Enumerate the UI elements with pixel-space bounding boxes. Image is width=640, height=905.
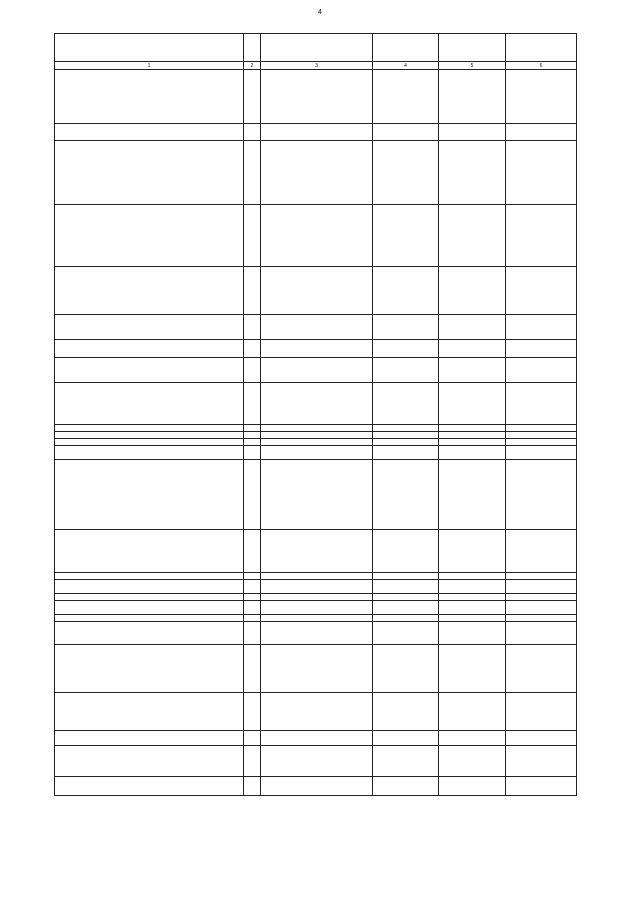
header-income-code xyxy=(261,34,373,62)
table-row xyxy=(55,446,577,460)
approved-amount-cell xyxy=(373,746,439,777)
executed-amount-cell xyxy=(439,530,506,573)
unexecuted-amount-cell xyxy=(506,622,577,645)
executed-amount-cell xyxy=(439,446,506,460)
executed-amount-cell xyxy=(439,645,506,693)
table-row xyxy=(55,358,577,383)
income-code-cell xyxy=(261,70,373,124)
indicator-name-cell xyxy=(55,439,244,446)
unexecuted-amount-cell xyxy=(506,645,577,693)
table-row xyxy=(55,124,577,141)
approved-amount-cell xyxy=(373,267,439,315)
column-number: 1 xyxy=(55,62,244,70)
executed-amount-cell xyxy=(439,601,506,615)
column-number: 3 xyxy=(261,62,373,70)
line-code-cell xyxy=(244,205,261,267)
unexecuted-amount-cell xyxy=(506,432,577,439)
executed-amount-cell xyxy=(439,731,506,746)
executed-amount-cell xyxy=(439,70,506,124)
line-code-cell xyxy=(244,622,261,645)
unexecuted-amount-cell xyxy=(506,70,577,124)
line-code-cell xyxy=(244,594,261,601)
approved-amount-cell xyxy=(373,622,439,645)
line-code-cell xyxy=(244,358,261,383)
income-code-cell xyxy=(261,315,373,340)
unexecuted-amount-cell xyxy=(506,358,577,383)
approved-amount-cell xyxy=(373,70,439,124)
income-code-cell xyxy=(261,432,373,439)
unexecuted-amount-cell xyxy=(506,580,577,594)
line-code-cell xyxy=(244,645,261,693)
unexecuted-amount-cell xyxy=(506,530,577,573)
income-code-cell xyxy=(261,267,373,315)
unexecuted-amount-cell xyxy=(506,425,577,432)
income-code-cell xyxy=(261,746,373,777)
indicator-name-cell xyxy=(55,580,244,594)
approved-amount-cell xyxy=(373,530,439,573)
executed-amount-cell xyxy=(439,425,506,432)
income-code-cell xyxy=(261,601,373,615)
income-code-cell xyxy=(261,777,373,796)
indicator-name-cell xyxy=(55,573,244,580)
indicator-name-cell xyxy=(55,358,244,383)
income-code-cell xyxy=(261,693,373,731)
income-code-cell xyxy=(261,205,373,267)
income-code-cell xyxy=(261,141,373,205)
approved-amount-cell xyxy=(373,777,439,796)
executed-amount-cell xyxy=(439,124,506,141)
table-row xyxy=(55,340,577,358)
line-code-cell xyxy=(244,267,261,315)
approved-amount-cell xyxy=(373,124,439,141)
approved-amount-cell xyxy=(373,601,439,615)
approved-amount-cell xyxy=(373,594,439,601)
indicator-name-cell xyxy=(55,432,244,439)
income-code-cell xyxy=(261,425,373,432)
line-code-cell xyxy=(244,573,261,580)
column-number: 5 xyxy=(439,62,506,70)
header-approved-amount xyxy=(373,34,439,62)
line-code-cell xyxy=(244,383,261,425)
indicator-name-cell xyxy=(55,205,244,267)
line-code-cell xyxy=(244,425,261,432)
table-row xyxy=(55,615,577,622)
unexecuted-amount-cell xyxy=(506,141,577,205)
table-row xyxy=(55,530,577,573)
unexecuted-amount-cell xyxy=(506,573,577,580)
line-code-cell xyxy=(244,777,261,796)
indicator-name-cell xyxy=(55,383,244,425)
column-number: 6 xyxy=(506,62,577,70)
line-code-cell xyxy=(244,746,261,777)
executed-amount-cell xyxy=(439,315,506,340)
unexecuted-amount-cell xyxy=(506,124,577,141)
unexecuted-amount-cell xyxy=(506,267,577,315)
indicator-name-cell xyxy=(55,446,244,460)
income-code-cell xyxy=(261,731,373,746)
header-executed-amount xyxy=(439,34,506,62)
approved-amount-cell xyxy=(373,439,439,446)
income-code-cell xyxy=(261,530,373,573)
approved-amount-cell xyxy=(373,340,439,358)
column-number-row xyxy=(55,62,577,70)
executed-amount-cell xyxy=(439,746,506,777)
table-row xyxy=(55,315,577,340)
executed-amount-cell xyxy=(439,358,506,383)
indicator-name-cell xyxy=(55,141,244,205)
executed-amount-cell xyxy=(439,693,506,731)
income-code-cell xyxy=(261,124,373,141)
executed-amount-cell xyxy=(439,141,506,205)
unexecuted-amount-cell xyxy=(506,460,577,530)
approved-amount-cell xyxy=(373,693,439,731)
income-code-cell xyxy=(261,594,373,601)
executed-amount-cell xyxy=(439,580,506,594)
indicator-name-cell xyxy=(55,601,244,615)
unexecuted-amount-cell xyxy=(506,777,577,796)
indicator-name-cell xyxy=(55,777,244,796)
indicator-name-cell xyxy=(55,460,244,530)
approved-amount-cell xyxy=(373,580,439,594)
unexecuted-amount-cell xyxy=(506,746,577,777)
line-code-cell xyxy=(244,731,261,746)
unexecuted-amount-cell xyxy=(506,439,577,446)
indicator-name-cell xyxy=(55,594,244,601)
line-code-cell xyxy=(244,315,261,340)
line-code-cell xyxy=(244,530,261,573)
table-row xyxy=(55,645,577,693)
indicator-name-cell xyxy=(55,124,244,141)
header-unexecuted-amount xyxy=(506,34,577,62)
line-code-cell xyxy=(244,432,261,439)
unexecuted-amount-cell xyxy=(506,615,577,622)
line-code-cell xyxy=(244,70,261,124)
unexecuted-amount-cell xyxy=(506,340,577,358)
line-code-cell xyxy=(244,446,261,460)
table-row xyxy=(55,580,577,594)
income-code-cell xyxy=(261,460,373,530)
income-code-cell xyxy=(261,340,373,358)
approved-amount-cell xyxy=(373,573,439,580)
indicator-name-cell xyxy=(55,746,244,777)
income-code-cell xyxy=(261,358,373,383)
approved-amount-cell xyxy=(373,731,439,746)
indicator-name-cell xyxy=(55,425,244,432)
indicator-name-cell xyxy=(55,70,244,124)
unexecuted-amount-cell xyxy=(506,315,577,340)
unexecuted-amount-cell xyxy=(506,446,577,460)
line-code-cell xyxy=(244,601,261,615)
table-row xyxy=(55,731,577,746)
indicator-name-cell xyxy=(55,340,244,358)
unexecuted-amount-cell xyxy=(506,594,577,601)
executed-amount-cell xyxy=(439,615,506,622)
approved-amount-cell xyxy=(373,425,439,432)
executed-amount-cell xyxy=(439,594,506,601)
line-code-cell xyxy=(244,460,261,530)
header-indicator-name xyxy=(55,34,244,62)
unexecuted-amount-cell xyxy=(506,693,577,731)
executed-amount-cell xyxy=(439,439,506,446)
executed-amount-cell xyxy=(439,622,506,645)
line-code-cell xyxy=(244,141,261,205)
approved-amount-cell xyxy=(373,432,439,439)
table-row xyxy=(55,425,577,432)
table-row xyxy=(55,267,577,315)
income-code-cell xyxy=(261,615,373,622)
table-row xyxy=(55,601,577,615)
indicator-name-cell xyxy=(55,693,244,731)
executed-amount-cell xyxy=(439,267,506,315)
income-code-cell xyxy=(261,573,373,580)
income-code-cell xyxy=(261,383,373,425)
line-code-cell xyxy=(244,615,261,622)
approved-amount-cell xyxy=(373,315,439,340)
approved-amount-cell xyxy=(373,358,439,383)
unexecuted-amount-cell xyxy=(506,205,577,267)
indicator-name-cell xyxy=(55,315,244,340)
indicator-name-cell xyxy=(55,530,244,573)
indicator-name-cell xyxy=(55,731,244,746)
table-row xyxy=(55,693,577,731)
table-row xyxy=(55,205,577,267)
table-row xyxy=(55,439,577,446)
indicator-name-cell xyxy=(55,645,244,693)
approved-amount-cell xyxy=(373,141,439,205)
table-row xyxy=(55,746,577,777)
approved-amount-cell xyxy=(373,205,439,267)
unexecuted-amount-cell xyxy=(506,731,577,746)
line-code-cell xyxy=(244,693,261,731)
approved-amount-cell xyxy=(373,383,439,425)
table-row xyxy=(55,70,577,124)
column-number: 4 xyxy=(373,62,439,70)
line-code-cell xyxy=(244,124,261,141)
line-code-cell xyxy=(244,340,261,358)
table-header xyxy=(55,34,577,62)
executed-amount-cell xyxy=(439,383,506,425)
indicator-name-cell xyxy=(55,622,244,645)
indicator-name-cell xyxy=(55,267,244,315)
executed-amount-cell xyxy=(439,777,506,796)
income-code-cell xyxy=(261,446,373,460)
line-code-cell xyxy=(244,580,261,594)
line-code-cell xyxy=(244,439,261,446)
table-row xyxy=(55,777,577,796)
unexecuted-amount-cell xyxy=(506,601,577,615)
table-row xyxy=(55,573,577,580)
table-row xyxy=(55,594,577,601)
table-row xyxy=(55,622,577,645)
income-code-cell xyxy=(261,622,373,645)
unexecuted-amount-cell xyxy=(506,383,577,425)
executed-amount-cell xyxy=(439,205,506,267)
table-row xyxy=(55,460,577,530)
income-code-cell xyxy=(261,645,373,693)
column-number: 2 xyxy=(244,62,261,70)
income-code-cell xyxy=(261,439,373,446)
executed-amount-cell xyxy=(439,432,506,439)
executed-amount-cell xyxy=(439,340,506,358)
income-code-cell xyxy=(261,580,373,594)
table-row xyxy=(55,432,577,439)
executed-amount-cell xyxy=(439,573,506,580)
budget-execution-table xyxy=(54,33,577,796)
approved-amount-cell xyxy=(373,615,439,622)
table-row xyxy=(55,141,577,205)
header-line-code xyxy=(244,34,261,62)
page-number: 4 xyxy=(318,9,322,16)
approved-amount-cell xyxy=(373,446,439,460)
executed-amount-cell xyxy=(439,460,506,530)
table-row xyxy=(55,383,577,425)
approved-amount-cell xyxy=(373,460,439,530)
approved-amount-cell xyxy=(373,645,439,693)
indicator-name-cell xyxy=(55,615,244,622)
